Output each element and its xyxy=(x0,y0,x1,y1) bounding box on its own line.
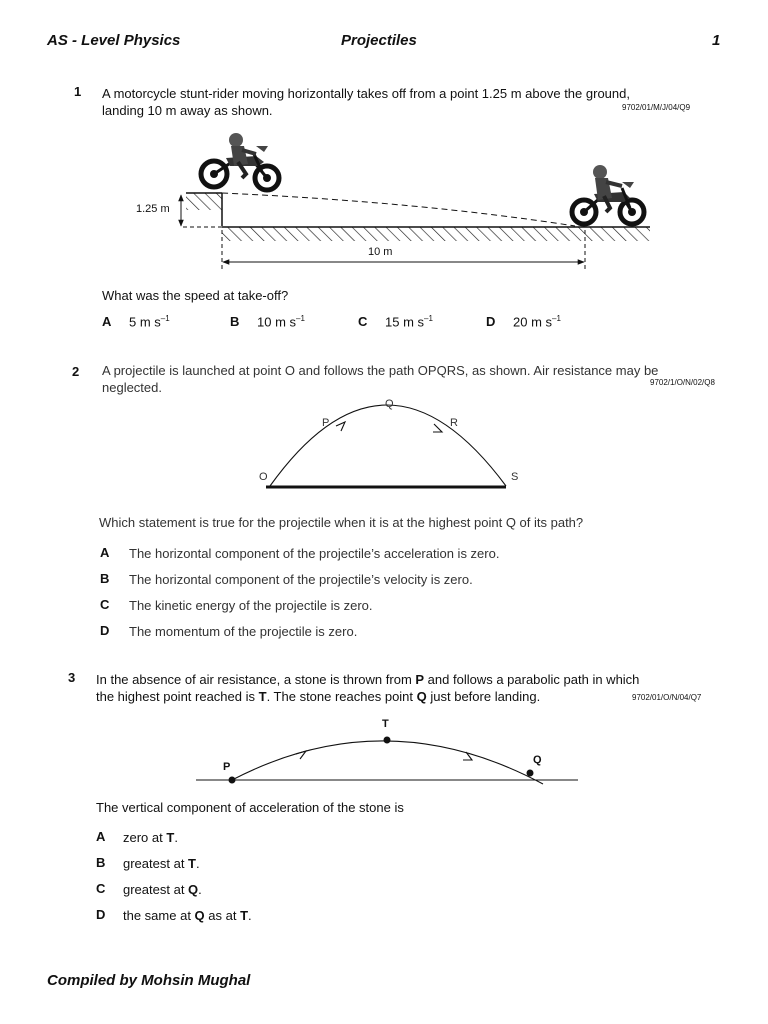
q1-prompt: What was the speed at take-off? xyxy=(102,288,289,303)
q1-height-label: 1.25 m xyxy=(136,203,170,215)
q2-point-s: S xyxy=(511,471,519,483)
q3-arrow-left-icon xyxy=(296,751,306,759)
q2-stem-line1: A projectile is launched at point O and follows the path OPQRS, as shown. Air resistance may be xyxy=(102,363,659,378)
q1-option-d-letter: D xyxy=(486,314,496,329)
q3-trajectory xyxy=(232,741,543,784)
q1-option-c-letter: C xyxy=(358,314,368,329)
header-subject: AS - Level Physics xyxy=(47,32,181,49)
q1-reference: 9702/01/M/J/04/Q9 xyxy=(622,103,691,112)
page-number: 1 xyxy=(712,32,721,49)
q1-option-a-letter: A xyxy=(102,314,112,329)
q2-option-d-text: The momentum of the projectile is zero. xyxy=(129,624,358,639)
q2-stem-line2: neglected. xyxy=(102,380,162,395)
q1-number: 1 xyxy=(74,84,82,99)
q2-option-a-letter: A xyxy=(100,545,110,560)
q3-point-p-dot xyxy=(229,777,236,784)
header-topic: Projectiles xyxy=(341,32,417,49)
q2-point-r: R xyxy=(450,417,458,429)
q3-option-c-letter: C xyxy=(96,881,106,896)
q3-option-d-letter: D xyxy=(96,907,106,922)
footer-credit: Compiled by Mohsin Mughal xyxy=(47,972,251,989)
q2-option-c-letter: C xyxy=(100,597,110,612)
q1-stem-line2: landing 10 m away as shown. xyxy=(102,103,273,118)
q3-reference: 9702/01/O/N/04/Q7 xyxy=(632,693,702,702)
q2-option-c-text: The kinetic energy of the projectile is zero. xyxy=(129,598,373,613)
q3-arrow-right-icon xyxy=(463,752,472,760)
q1-distance-label: 10 m xyxy=(368,246,393,258)
q1-option-c-text: 15 m $s^{-1}$ xyxy=(385,314,433,330)
q2-option-b-text: The horizontal component of the projectile’s velocity is zero. xyxy=(129,572,473,587)
q3-number: 3 xyxy=(68,670,76,685)
q3-point-p-label: P xyxy=(223,761,231,773)
q1-option-a-text: 5 m $s^{-1}$ xyxy=(129,314,170,330)
q2-option-a-text: The horizontal component of the projectile’s acceleration is zero. xyxy=(129,546,500,561)
q1-option-b-text: 10 m $s^{-1}$ xyxy=(257,314,305,330)
q2-number: 2 xyxy=(72,364,80,379)
q3-option-b-letter: B xyxy=(96,855,106,870)
q3-point-q-label: Q xyxy=(533,754,542,766)
q2-option-b-letter: B xyxy=(100,571,110,586)
q3-option-b-text: greatest at T. xyxy=(123,856,200,871)
q3-stem-line1: In the absence of air resistance, a stone is thrown from P and follows a parabolic path in which xyxy=(96,672,640,687)
q2-reference: 9702/1/O/N/02/Q8 xyxy=(650,378,715,387)
q3-option-c-text: greatest at Q. xyxy=(123,882,202,897)
q1-option-d-text: 20 m $s^{-1}$ xyxy=(513,314,561,330)
q3-stem-line2: the highest point reached is T. The stone reaches point Q just before landing. xyxy=(96,689,541,704)
q1-stem-line1: A motorcycle stunt-rider moving horizontally takes off from a point 1.25 m above the ground, xyxy=(102,86,630,101)
q3-point-t-dot xyxy=(384,737,391,744)
q3-point-q-dot xyxy=(527,770,534,777)
q3-option-d-text: the same at Q as at T. xyxy=(123,908,252,923)
q2-point-p: P xyxy=(322,417,330,429)
q2-option-d-letter: D xyxy=(100,623,110,638)
q3-option-a-letter: A xyxy=(96,829,106,844)
q1-option-b-letter: B xyxy=(230,314,240,329)
q3-prompt: The vertical component of acceleration of the stone is xyxy=(96,800,404,815)
q3-point-t-label: T xyxy=(382,718,389,730)
q2-point-q: Q xyxy=(385,398,394,410)
q2-prompt: Which statement is true for the projectile when it is at the highest point Q of its path? xyxy=(99,515,584,530)
q2-point-o: O xyxy=(259,471,268,483)
q3-option-a-text: zero at T. xyxy=(123,830,178,845)
